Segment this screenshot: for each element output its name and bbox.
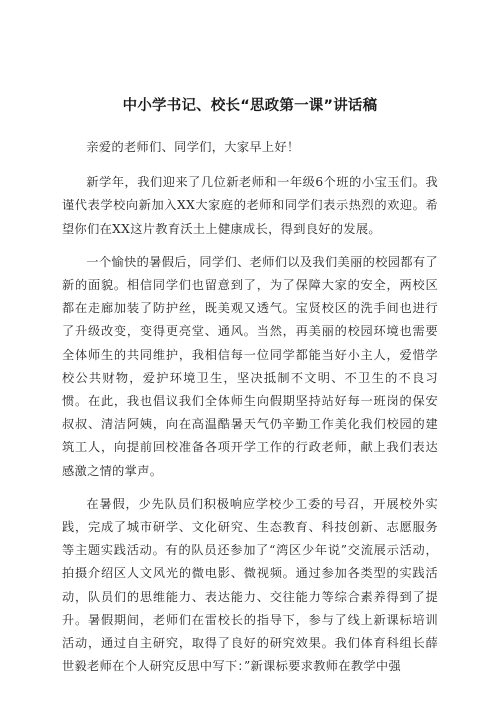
welcome-paragraph: 新学年，我们迎来了几位新老师和一年级6个班的小宝玉们。我谨代表学校向新加入XX大家庭的老师和同学们表示热烈的欢迎。希望你们在XX这片教育沃土上健康成长，得到良好的发展。 [62, 175, 438, 236]
greeting-paragraph: 亲爱的老师们、同学们，大家早上好！ [86, 140, 300, 154]
campus-paragraph: 一个愉快的暑假后，同学们、老师们以及我们美丽的校园都有了新的面貌。相信同学们也留意到了，为了保障大家的安全，两校区都在走廊加装了防护丝，既美观又透气。宝贤校区的洗手间也进行了升级改变，变得更亮堂、通风。当然，再美丽的校园环境也需要全体师生的共同维护，我相信每一位同学都能当好小主人，爱惜学校公共财物，爱护环境卫生，坚决抵制不文明、不卫生的不良习惯。在此，我也倡议我们全体师生向假期坚持站好每一班岗的保安叔叔、清洁阿姨，向在高温酷暑天气仍辛勤工作美化我们校园的建筑工人，向提前回校准备各项开学工作的行政老师，献上我们表达感激之情的掌声。 [62, 254, 438, 478]
document-body [62, 136, 438, 688]
document-title: 中小学书记、校长“思政第一课”讲话稿 [122, 98, 378, 114]
summer-activities-paragraph: 在暑假，少先队员们积极响应学校少工委的号召，开展校外实践，完成了城市研学、文化研究、生态教育、科技创新、志愿服务等主题实践活动。有的队员还参加了“湾区少年说”交流展示活动，拍摄介绍区人文风光的微电影、微视频。通过参加各类型的实践活动，队员们的思维能力、表达能力、交往能力等综合素养得到了提升。暑假期间，老师们在雷校长的指导下，参与了线上新课标培训活动，通过自主研究，取得了良好的研究效果。我们体育科组长薛世毅老师在个人研究反思中写下：”新课标要求教师在教学中强 [62, 496, 438, 674]
